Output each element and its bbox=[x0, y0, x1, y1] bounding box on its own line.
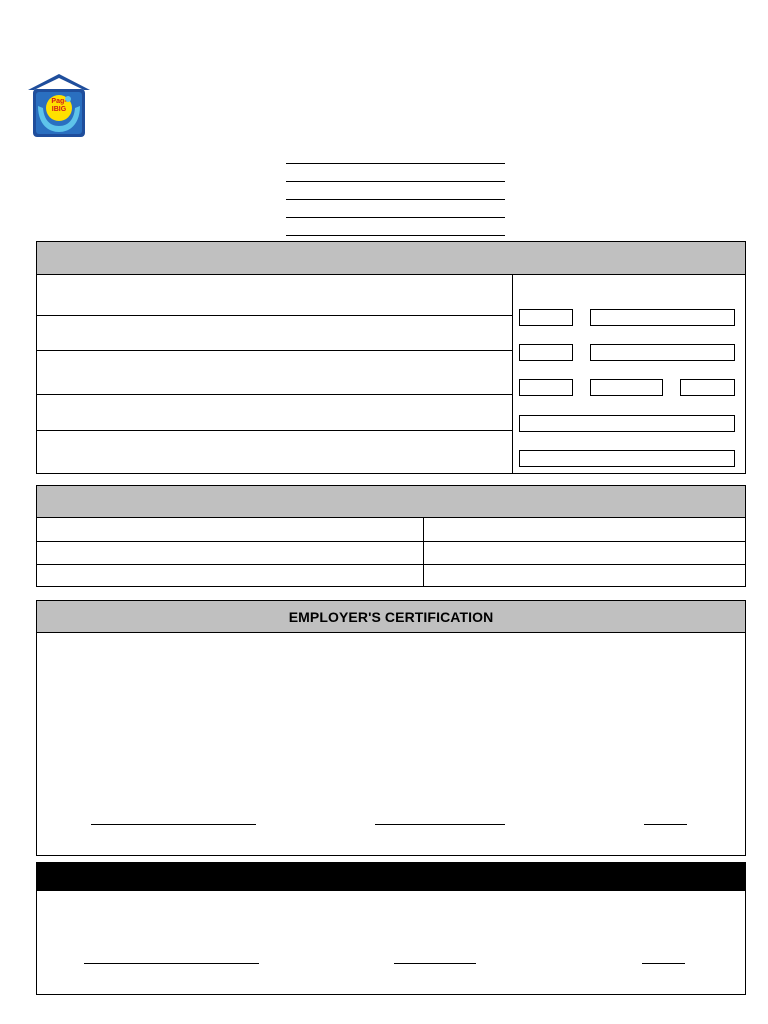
field-box-a2[interactable] bbox=[590, 309, 735, 326]
section-4-signature-line[interactable] bbox=[84, 963, 259, 964]
section-1-row-sep-4 bbox=[37, 430, 512, 431]
field-box-d[interactable] bbox=[519, 415, 735, 432]
title-line-1 bbox=[286, 163, 505, 164]
title-line-2 bbox=[286, 181, 505, 182]
section-4-date-line[interactable] bbox=[642, 963, 685, 964]
section-2-row-sep-1 bbox=[37, 541, 745, 542]
cert-date-line[interactable] bbox=[644, 824, 687, 825]
section-4-middle-line[interactable] bbox=[394, 963, 476, 964]
title-line-3 bbox=[286, 199, 505, 200]
employer-certification-section bbox=[36, 600, 746, 856]
field-box-a1[interactable] bbox=[519, 309, 573, 326]
section-4-header bbox=[37, 863, 745, 891]
field-box-c2[interactable] bbox=[590, 379, 663, 396]
cert-signature-line[interactable] bbox=[91, 824, 256, 825]
section-2-row-sep-2 bbox=[37, 564, 745, 565]
section-1-row-sep-2 bbox=[37, 350, 512, 351]
section-1-header bbox=[37, 242, 745, 275]
section-2-divider bbox=[423, 518, 424, 586]
field-box-b2[interactable] bbox=[590, 344, 735, 361]
field-box-e[interactable] bbox=[519, 450, 735, 467]
field-box-c3[interactable] bbox=[680, 379, 735, 396]
title-line-5 bbox=[286, 235, 505, 236]
field-box-c1[interactable] bbox=[519, 379, 573, 396]
section-1-divider bbox=[512, 275, 513, 473]
logo-text-line1: Pag- bbox=[51, 98, 67, 105]
employer-certification-header bbox=[37, 601, 745, 633]
title-line-4 bbox=[286, 217, 505, 218]
section-4 bbox=[36, 862, 746, 995]
section-1 bbox=[36, 241, 746, 474]
field-box-b1[interactable] bbox=[519, 344, 573, 361]
section-1-row-sep-1 bbox=[37, 315, 512, 316]
employer-certification-title: EMPLOYER'S CERTIFICATION bbox=[288, 608, 494, 625]
section-2 bbox=[36, 485, 746, 587]
section-2-header bbox=[37, 486, 745, 518]
section-1-row-sep-3 bbox=[37, 394, 512, 395]
pagibig-logo bbox=[26, 72, 92, 140]
cert-designation-line[interactable] bbox=[375, 824, 505, 825]
logo-text-line2: IBIG bbox=[51, 106, 67, 113]
